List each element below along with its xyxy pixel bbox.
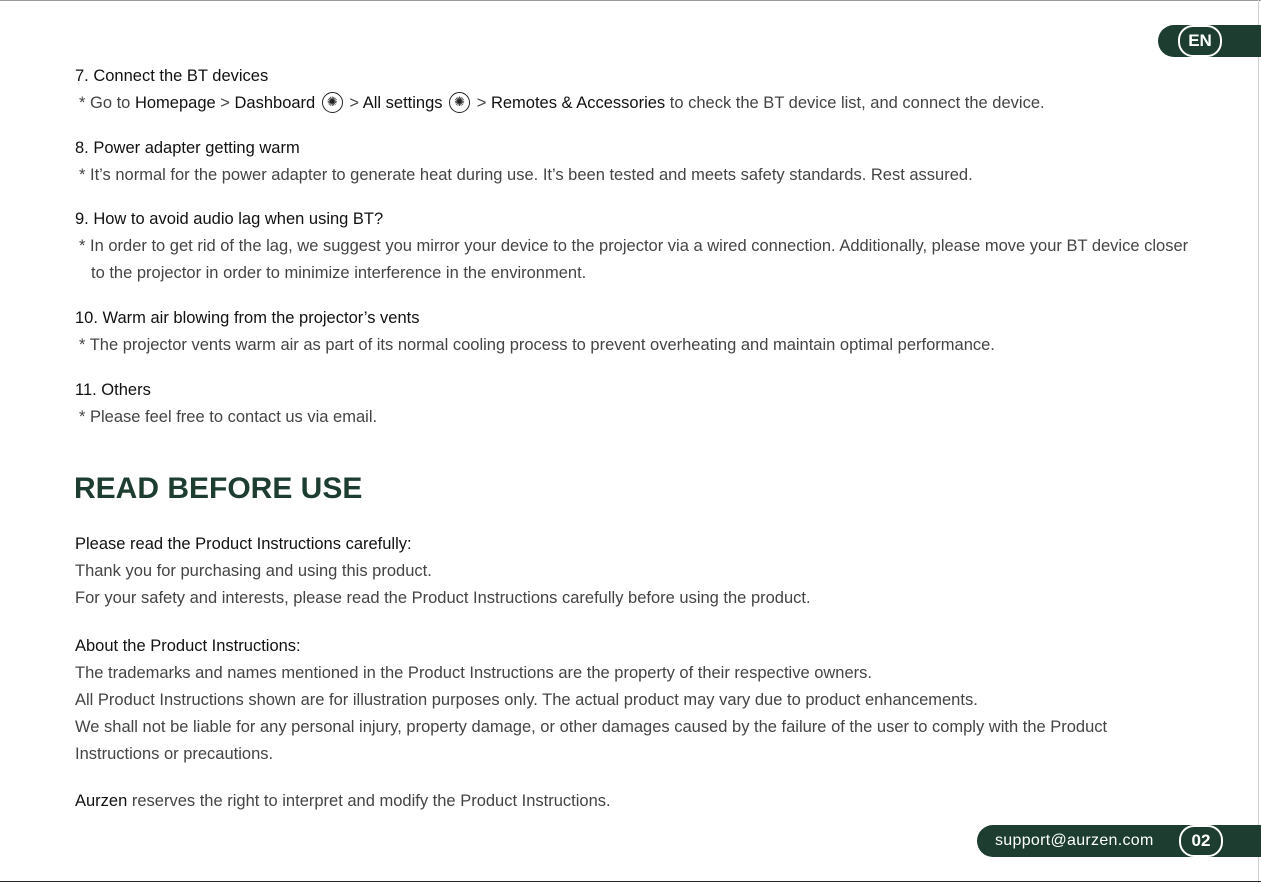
faq-item-9-body: * In order to get rid of the lag, we suggest you mirror your device to the projector via a wired connection. Additionally, please move your BT device closer to the projector in order to minimize interference in the environment. xyxy=(79,237,1189,282)
read-before-use-heading: READ BEFORE USE xyxy=(74,472,363,505)
faq-item-7 xyxy=(75,63,1045,117)
homepage-label: Homepage xyxy=(134,94,216,112)
instructions-section xyxy=(75,531,811,612)
separator: > xyxy=(344,94,363,112)
brand-name: Aurzen xyxy=(75,792,128,810)
faq-item-9-title: 9. How to avoid audio lag when using BT? xyxy=(75,210,384,228)
about-line: We shall not be liable for any personal injury, property damage, or other damages caused by the failure of the user to comply with the Product Instructions or precautions. xyxy=(75,718,1108,763)
faq-item-11 xyxy=(75,377,377,431)
brand-statement xyxy=(75,788,611,815)
about-line: All Product Instructions shown are for illustration purposes only. The actual product may vary due to product enhancements. xyxy=(75,691,978,709)
instructions-line: Thank you for purchasing and using this product. xyxy=(75,562,432,580)
faq-item-11-body: * Please feel free to contact us via email. xyxy=(79,408,378,426)
all-settings-label: All settings xyxy=(362,94,443,112)
faq-item-7-body xyxy=(75,90,1045,117)
faq-item-9 xyxy=(75,206,1195,287)
language-badge: EN xyxy=(1178,25,1222,57)
dashboard-label: Dashboard xyxy=(234,94,316,112)
page-number-badge: 02 xyxy=(1179,825,1223,857)
page-right-border xyxy=(1258,0,1259,883)
gear-settings-icon xyxy=(449,92,470,113)
faq-item-8-title: 8. Power adapter getting warm xyxy=(75,139,300,157)
faq-item-10 xyxy=(75,305,995,359)
faq-item-7-prefix: * Go to xyxy=(79,94,135,112)
separator: > xyxy=(215,94,235,112)
page-top-border xyxy=(0,0,1261,1)
page-bottom-border xyxy=(0,881,1261,882)
faq-item-7-title: 7. Connect the BT devices xyxy=(75,67,269,85)
about-line: The trademarks and names mentioned in the Product Instructions are the property of their respective owners. xyxy=(75,664,872,682)
remotes-accessories-label: Remotes & Accessories xyxy=(490,94,666,112)
faq-item-8 xyxy=(75,135,973,189)
support-email: support@aurzen.com xyxy=(995,832,1154,849)
instructions-line: For your safety and interests, please read the Product Instructions carefully before using the product. xyxy=(75,589,811,607)
separator: > xyxy=(472,94,491,112)
instructions-title: Please read the Product Instructions carefully: xyxy=(75,535,412,553)
about-title: About the Product Instructions: xyxy=(75,637,301,655)
faq-item-10-body: * The projector vents warm air as part of its normal cooling process to prevent overheating and maintain optimal performance. xyxy=(79,336,995,354)
brand-statement-text: reserves the right to interpret and modify the Product Instructions. xyxy=(127,792,611,810)
faq-item-10-title: 10. Warm air blowing from the projector’s vents xyxy=(75,309,420,327)
faq-item-8-body: * It’s normal for the power adapter to generate heat during use. It’s been tested and meets safety standards. Rest assured. xyxy=(79,166,973,184)
faq-item-11-title: 11. Others xyxy=(75,381,151,399)
gear-settings-icon xyxy=(322,92,343,113)
faq-item-7-suffix: to check the BT device list, and connect the device. xyxy=(665,94,1045,112)
about-section xyxy=(75,633,1155,768)
